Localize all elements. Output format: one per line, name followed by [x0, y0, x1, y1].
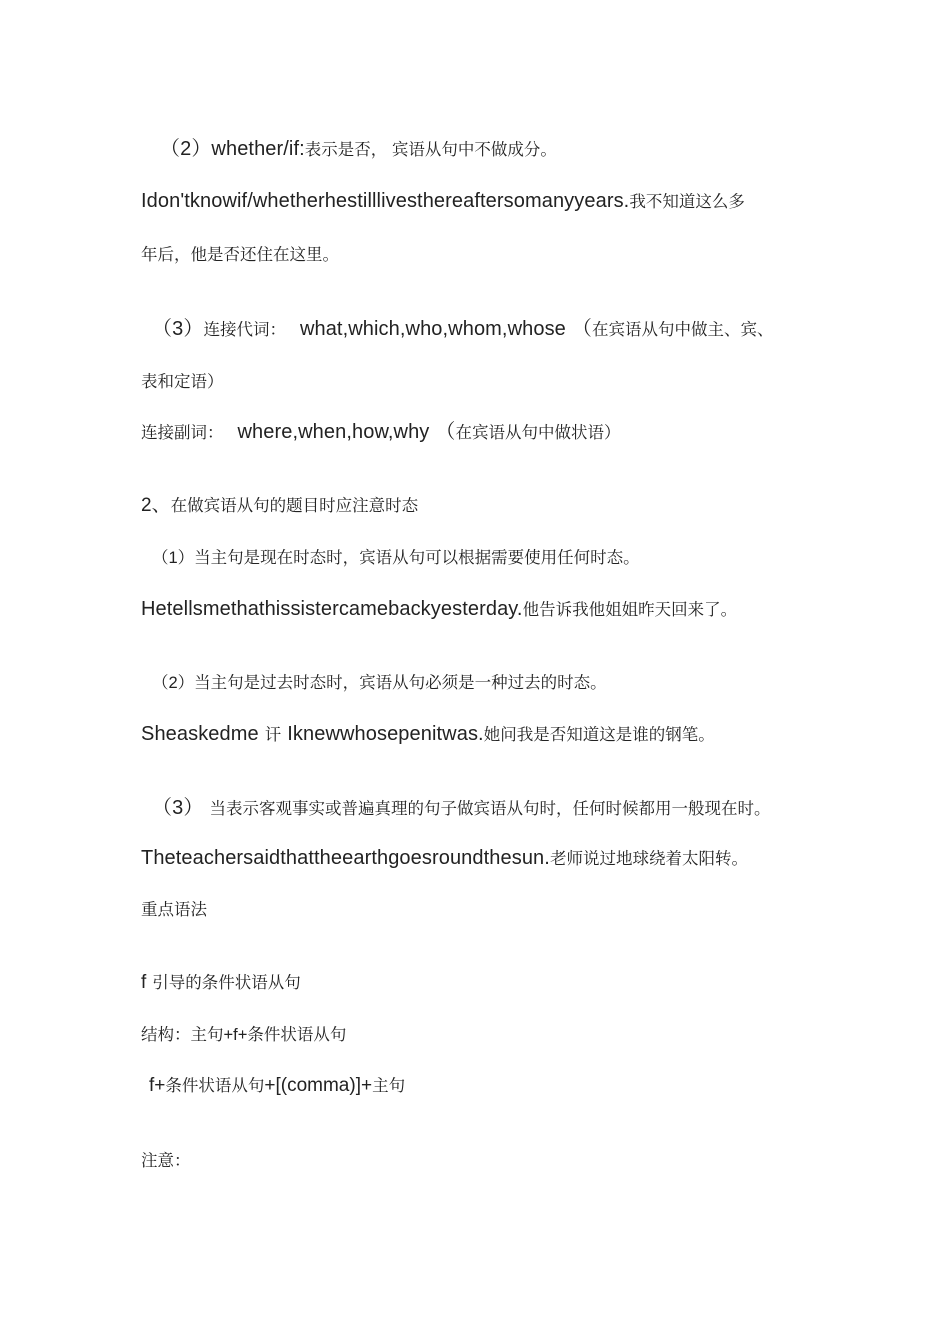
- text-line-rule-truth: [152, 796, 850, 821]
- zh-text: 在做宾语从句的题目时应注意时态: [170, 497, 419, 515]
- zh-text: 在宾语从句中做状语）: [455, 424, 621, 442]
- text-line-predicate-attribute: [141, 370, 850, 394]
- zh-text: 表和定语）: [141, 373, 224, 391]
- zh-text: 当表示客观事实或普遍真理的句子做宾语从句时，任何时候都用一般现在时。: [209, 800, 771, 818]
- text-line-rule-past: [152, 671, 850, 695]
- en-text: Idon'tknowif/whetherhestilllivesthereaftersomanyyears.: [141, 190, 630, 212]
- text-line-translation-whether: [141, 243, 850, 267]
- en-text: what,which,who,whom,whose: [299, 318, 566, 340]
- paren-text: （: [435, 421, 456, 443]
- text-line-rule-present: [152, 546, 850, 570]
- section-heading-tense: [141, 494, 850, 518]
- en-text: Theteachersaidthattheearthgoesroundthesun.: [141, 847, 550, 869]
- zh-text: 结构：主句+f+条件状语从句: [141, 1026, 347, 1044]
- text-line-whether-if: [160, 137, 850, 162]
- zh-text: 条件状语从句: [165, 1077, 265, 1095]
- zh-text: 年后，他是否还住在这里。: [141, 246, 339, 264]
- text-line-example-past: [141, 722, 850, 747]
- zh-text: 我不知道这么多: [629, 193, 745, 211]
- section-heading-key-grammar: [141, 898, 850, 922]
- text-line-structure-alt: [149, 1074, 850, 1098]
- en-text: Hetellsmethathissistercamebackyesterday.: [141, 598, 523, 620]
- zh-text: 表示是否， 宾语从句中不做成分。: [304, 141, 557, 159]
- en-text: 2、: [141, 495, 171, 516]
- paren-text: （: [571, 318, 593, 340]
- text-line-relative-adverbs: [141, 420, 850, 445]
- zh-text: 她问我是否知道这是谁的钢笔。: [483, 726, 715, 744]
- zh-text: （2）当主句是过去时态时，宾语从句必须是一种过去的时态。: [152, 674, 607, 692]
- en-text: Iknewwhosepenitwas.: [287, 723, 484, 745]
- en-text: （2）whether/if:: [160, 138, 305, 160]
- zh-text: 在宾语从句中做主、宾、: [592, 321, 774, 339]
- text-line-example-present: [141, 597, 850, 622]
- en-text: f+: [149, 1075, 166, 1096]
- text-line-relative-pronouns: [152, 317, 850, 342]
- zh-text: 他告诉我他姐姐昨天回来了。: [522, 601, 738, 619]
- en-text: （3）: [152, 318, 204, 340]
- en-text: Sheaskedme: [141, 723, 259, 745]
- zh-text: 老师说过地球绕着太阳转。: [549, 850, 748, 868]
- text-line-example-whether: [141, 189, 850, 214]
- zh-text: 注意：: [141, 1152, 191, 1170]
- zh-text: 主句: [372, 1077, 406, 1095]
- en-text: where,when,how,why: [237, 421, 430, 443]
- text-line-note: [141, 1149, 850, 1173]
- text-line-example-truth: [141, 846, 850, 871]
- zh-text: 重点语法: [141, 901, 207, 919]
- en-text: +[(comma)]+: [264, 1075, 373, 1096]
- en-text: f: [141, 972, 147, 993]
- zh-text: 讦: [264, 726, 282, 744]
- text-line-structure: [141, 1023, 850, 1047]
- zh-text: 连接副词：: [141, 424, 224, 442]
- zh-text: 连接代词：: [203, 321, 286, 339]
- zh-text: 引导的条件状语从句: [152, 974, 301, 992]
- en-text: （3）: [152, 797, 204, 819]
- text-line-if-clause: [141, 971, 850, 995]
- zh-text: （1）当主句是现在时态时，宾语从句可以根据需要使用任何时态。: [152, 549, 640, 567]
